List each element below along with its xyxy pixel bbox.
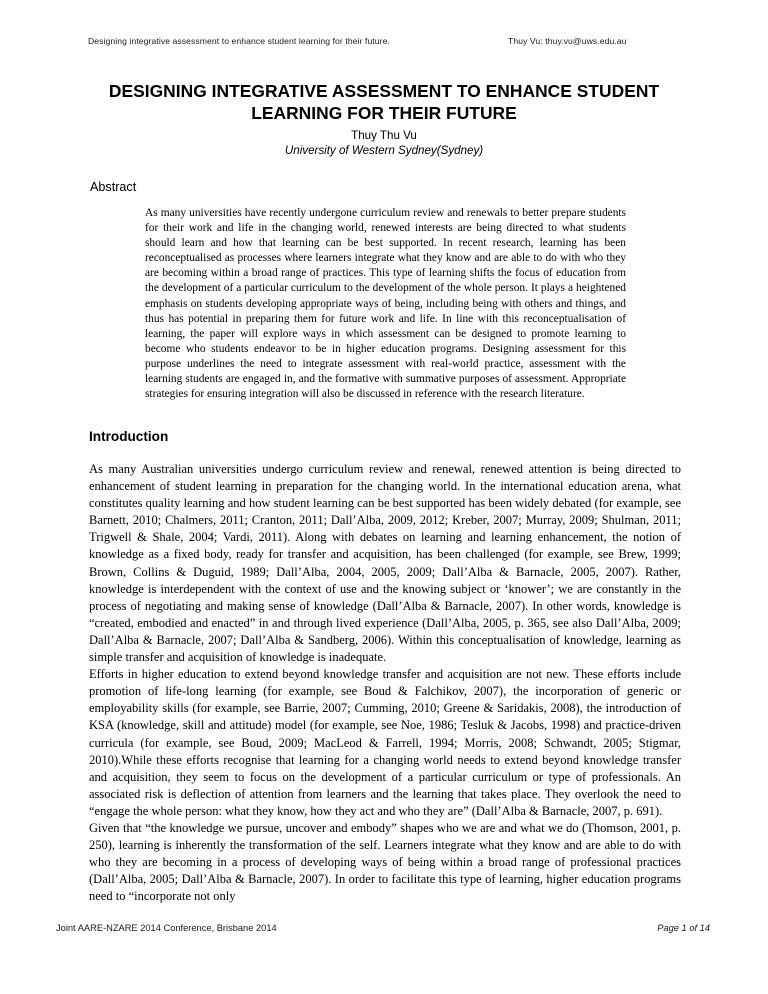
page-title: DESIGNING INTEGRATIVE ASSESSMENT TO ENHANCE STUDENT LEARNING FOR THEIR FUTURE [108, 81, 660, 124]
abstract-body: As many universities have recently undergone curriculum review and renewals to better prepare students for their work and life in the changing world, renewed interests are being directed to what students should learn and how that learning can be best supported. In recent research, learning has been reconceptualised as processes where learners integrate what they know and are able to do with who they are becoming within a broad range of practices. This type of learning shifts the focus of education from the development of a particular curriculum to the development of the whole person. It plays a heightened emphasis on students developing appropriate ways of being, including being with others and things, and thus has potential in preparing them for future work and life. In line with this reconceptualisation of learning, the paper will explore ways in which assessment can be designed to promote learning to become who students endeavor to be in higher education programs. Designing assessment for this purpose underlines the need to integrate assessment with real-world practice, assessment with the learning students are engaged in, and the formative with summative purposes of assessment. Appropriate strategies for ensuring integration will also be discussed in reference with the research literature. [145, 207, 626, 401]
running-footer [56, 923, 710, 933]
body-paragraph: As many Australian universities undergo curriculum review and renewal, renewed attention is being directed to enhancement of student learning in preparation for the changing world. In the international education arena, what constitutes quality learning and how student learning can be best supported has been widely debated (for example, see Barnett, 2010; Chalmers, 2011; Cranton, 2011; Dall’Alba, 2009, 2012; Kreber, 2007; Murray, 2009; Shulman, 2011; Trigwell & Shale, 2004; Vardi, 2011). Along with debates on learning and learning enhancement, the notion of knowledge as a fixed body, ready for transfer and acquisition, has been challenged (for example, see Brew, 1999; Brown, Collins & Duguid, 1989; Dall’Alba, 2004, 2005, 2009; Dall’Alba & Barnacle, 2005, 2007). Rather, knowledge is interdependent with the context of use and the knowing subject or ‘knower’; we are constantly in the process of negotiating and making sense of knowledge (Dall’Alba & Barnacle, 2007). In other words, knowledge is “created, embodied and enacted” in and through lived experience (Dall’Alba, 2005, p. 365, see also Dall’Alba, 2009; Dall’Alba & Barnacle, 2007; Dall’Alba & Sandberg, 2006). Within this conceptualisation of knowledge, learning as simple transfer and acquisition of knowledge is inadequate. [89, 462, 681, 665]
footer-page-number: Page 1 of 14 [657, 923, 710, 933]
header-author-email: Thuy Vu: thuy.vu@uws.edu.au [508, 36, 627, 46]
header-left-text: Designing integrative assessment to enhance student learning for their future. [88, 36, 390, 46]
author-name: Thuy Thu Vu [351, 128, 417, 142]
introduction-heading: Introduction [89, 429, 169, 444]
footer-conference-text: Joint AARE-NZARE 2014 Conference, Brisbane 2014 [56, 923, 277, 933]
body-paragraph: Efforts in higher education to extend beyond knowledge transfer and acquisition are not new. These efforts include promotion of life-long learning (for example, see Boud & Falchikov, 2007), the incorporation of generic or employability skills (for example, see Barrie, 2007; Cumming, 2010; Greene & Saridakis, 2008), the introduction of KSA (knowledge, skill and attitude) model (for example, see Noe, 1986; Tesluk & Jacobs, 1998) and practice-driven curricula (for example, see Boud, 2009; MacLeod & Farrell, 1994; Morris, 2008; Schwandt, 2005; Stigmar, 2010).While these efforts recognise that learning for a changing world needs to extend beyond knowledge transfer and acquisition, they seem to focus on the development of a particular curriculum or type of professionals. An associated risk is deflection of attention from learners and the learning that takes place. They overlook the need to “engage the whole person: what they know, how they act and who they are” (Dall’Alba & Barnacle, 2007, p. 691). [89, 667, 681, 818]
body-paragraph: Given that “the knowledge we pursue, uncover and embody” shapes who we are and what we do (Thomson, 2001, p. 250), learning is inherently the transformation of the self. Learners integrate what they know and are able to do with who they are becoming in a process of developing ways of being within a broad range of professional practices (Dall’Alba, 2005; Dall’Alba & Barnacle, 2007). In order to facilitate this type of learning, higher education programs need to “incorporate not only [89, 820, 681, 904]
running-header [88, 36, 690, 46]
abstract-heading: Abstract [90, 180, 137, 194]
title-block [84, 80, 684, 159]
author-affiliation: University of Western Sydney(Sydney) [284, 144, 484, 158]
introduction-body [89, 461, 681, 905]
